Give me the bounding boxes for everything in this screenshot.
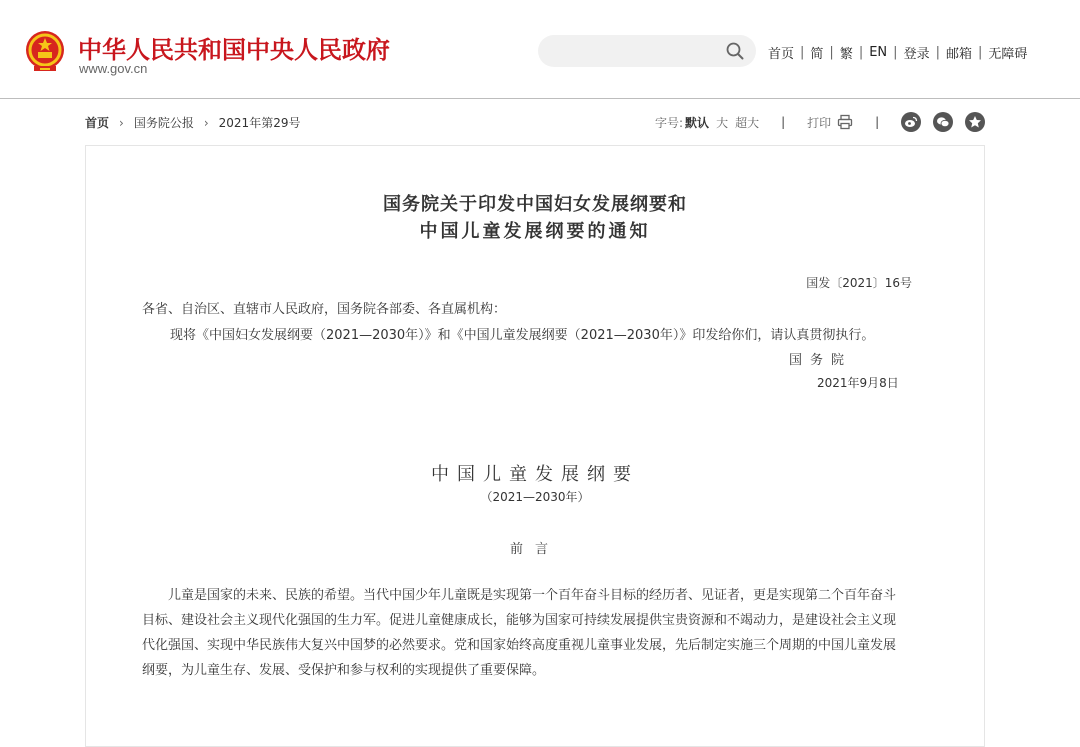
nav-simplified[interactable]: 简	[810, 47, 824, 62]
preface-paragraph	[142, 583, 922, 683]
print-icon[interactable]	[837, 114, 853, 130]
chevron-right-icon: ›	[119, 115, 124, 130]
print-button[interactable]: 打印	[807, 115, 832, 130]
nav-separator: |	[893, 45, 898, 60]
nav-separator: |	[977, 45, 983, 60]
nav-separator: |	[935, 45, 940, 60]
nav-separator: |	[800, 45, 805, 60]
tools-separator: |	[875, 115, 880, 129]
nav-traditional[interactable]: 繁	[839, 47, 853, 62]
site-title[interactable]: 中华人民共和国中央人民政府	[78, 36, 390, 64]
outline-title: 中国儿童发展纲要	[431, 464, 639, 485]
issuer: 国务院	[789, 353, 853, 368]
wechat-share-icon[interactable]	[933, 112, 953, 132]
national-emblem-icon[interactable]	[24, 30, 66, 74]
article-title-line1: 国务院关于印发中国妇女发展纲要和	[383, 194, 687, 215]
weibo-share-icon[interactable]	[901, 112, 921, 132]
paragraph-line: 目标、建设社会主义现代化强国的生力军。促进儿童健康成长，能够为国家可持续发展提供宝贵资源和不竭动力，是建设社会主义现	[142, 613, 897, 628]
breadcrumb-gazette[interactable]: 国务院公报	[133, 116, 194, 130]
site-header	[0, 0, 1080, 99]
breadcrumb-home[interactable]: 首页	[85, 116, 110, 130]
nav-mail[interactable]: 邮箱	[945, 47, 972, 62]
preface-heading: 前言	[509, 542, 560, 557]
nav-separator: |	[858, 45, 864, 60]
nav-accessibility[interactable]: 无障碍	[988, 47, 1028, 62]
nav-home[interactable]: 首页	[768, 47, 795, 62]
font-size-xlarge[interactable]: 超大	[735, 115, 760, 130]
outline-years: （2021—2030年）	[480, 490, 590, 504]
breadcrumb	[85, 114, 300, 131]
article-tools	[655, 111, 985, 133]
article-title-line2: 中国儿童发展纲要的通知	[419, 221, 651, 242]
nav-separator: |	[829, 45, 834, 60]
top-nav	[768, 43, 1027, 62]
addressee: 各省、自治区、直辖市人民政府，国务院各部委、各直属机构：	[142, 302, 507, 317]
search-icon[interactable]	[726, 42, 744, 60]
font-size-label: 字号:	[655, 115, 684, 130]
search-box	[538, 35, 756, 67]
issue-date: 2021年9月8日	[817, 376, 899, 390]
font-size-default[interactable]: 默认	[685, 115, 710, 130]
paragraph-line: 纲要，为儿童生存、发展、受保护和参与权利的实现提供了重要保障。	[142, 663, 546, 678]
tools-separator: |	[781, 115, 786, 129]
nav-english[interactable]: EN	[869, 45, 888, 60]
search-input[interactable]	[552, 41, 721, 63]
document-number: 国发〔2021〕16号	[806, 276, 912, 290]
font-size-large[interactable]: 大	[716, 115, 729, 130]
chevron-right-icon: ›	[203, 115, 209, 130]
favorite-star-icon[interactable]	[965, 112, 985, 132]
breadcrumb-issue[interactable]: 2021年第29号	[218, 116, 301, 130]
paragraph-line: 儿童是国家的未来、民族的希望。当代中国少年儿童既是实现第一个百年奋斗目标的经历者、见证者，更是实现第二个百年奋斗	[168, 588, 897, 603]
article-panel	[85, 145, 985, 747]
nav-login[interactable]: 登录	[903, 47, 930, 62]
site-url[interactable]: www.gov.cn	[79, 61, 148, 76]
notice-body: 现将《中国妇女发展纲要（2021—2030年）》和《中国儿童发展纲要（2021—2030年）》印发给你们，请认真贯彻执行。	[170, 328, 875, 343]
paragraph-line: 代化强国、实现中华民族伟大复兴中国梦的必然要求。党和国家始终高度重视儿童事业发展，先后制定实施三个周期的中国儿童发展	[142, 638, 897, 653]
